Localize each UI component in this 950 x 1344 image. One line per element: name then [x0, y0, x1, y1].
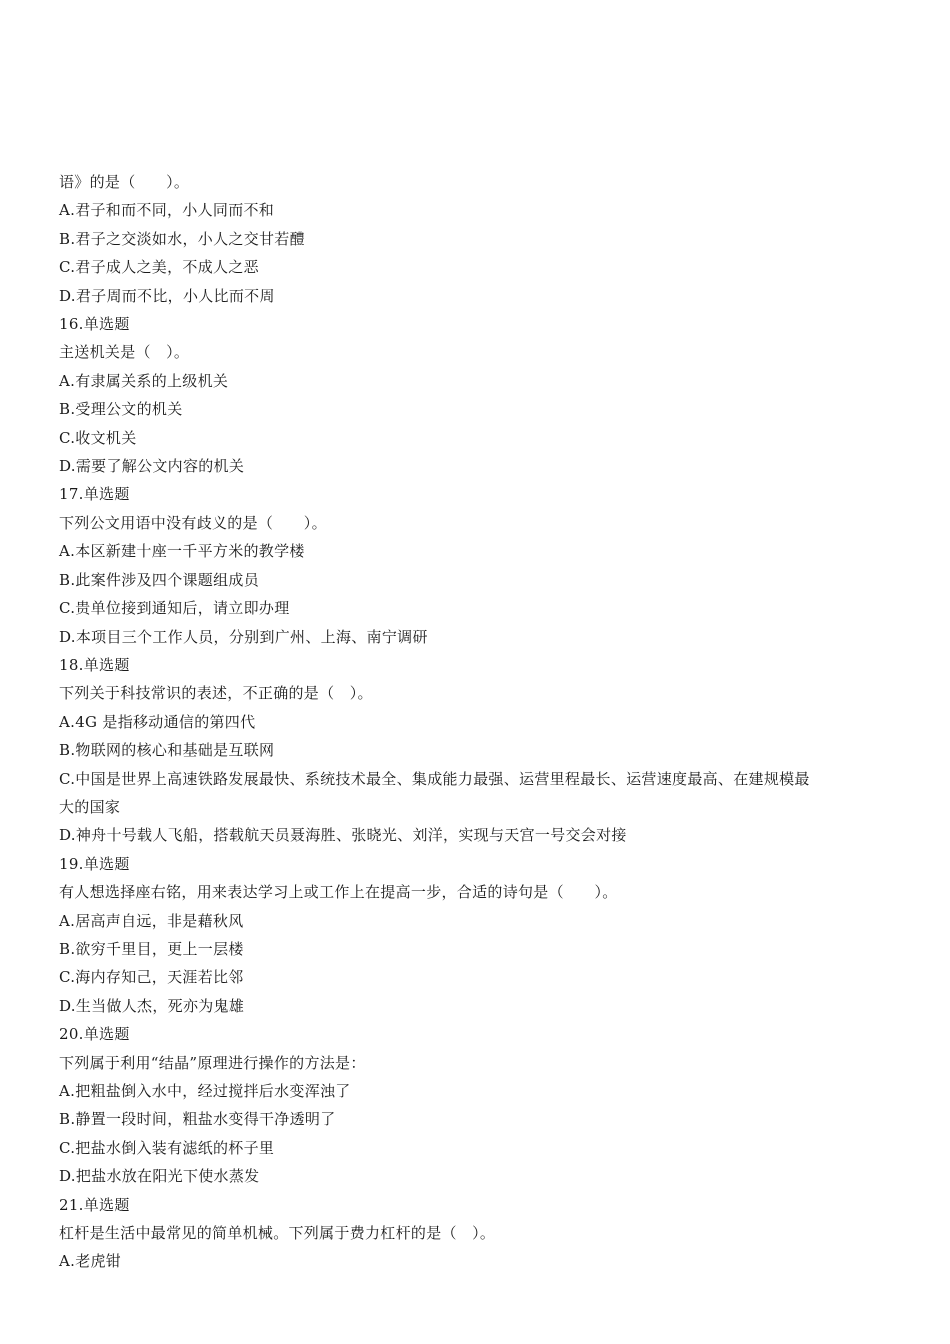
- option-d: D.神舟十号载人飞船，搭载航天员聂海胜、张晓光、刘洋，实现与天宫一号交会对接: [59, 826, 627, 845]
- question-header-18: 18.单选题: [59, 655, 130, 674]
- question-stem-17: 下列公文用语中没有歧义的是（ ）。: [59, 513, 327, 532]
- document-page: [59, 168, 899, 1276]
- option-a: A.君子和而不同，小人同而不和: [59, 201, 275, 220]
- question-stem-18: 下列关于科技常识的表述，不正确的是（ ）。: [59, 684, 373, 703]
- option-a: A.有隶属关系的上级机关: [59, 371, 229, 390]
- option-c: C.君子成人之美，不成人之恶: [59, 258, 259, 277]
- option-a: A.老虎钳: [59, 1252, 122, 1271]
- question-header-21: 21.单选题: [59, 1195, 130, 1214]
- option-b: B.受理公文的机关: [59, 400, 183, 419]
- question-stem-19: 有人想选择座右铭，用来表达学习上或工作上在提高一步，合适的诗句是（ ）。: [59, 883, 618, 902]
- option-d: D.君子周而不比，小人比而不周: [59, 286, 275, 305]
- option-c: C.海内存知己，天涯若比邻: [59, 968, 244, 987]
- option-c: C.中国是世界上高速铁路发展最快、系统技术最全、集成能力最强、运营里程最长、运营速度最高、在建规模最: [59, 769, 810, 788]
- question-stem-16: 主送机关是（ ）。: [59, 343, 190, 362]
- option-a: A.本区新建十座一千平方米的教学楼: [59, 542, 305, 561]
- option-d: D.把盐水放在阳光下使水蒸发: [59, 1167, 260, 1186]
- question-header-19: 19.单选题: [59, 854, 130, 873]
- option-b: B.君子之交淡如水，小人之交甘若醴: [59, 229, 305, 248]
- option-c: C.贵单位接到通知后，请立即办理: [59, 599, 290, 618]
- option-d: D.生当做人杰，死亦为鬼雄: [59, 996, 245, 1015]
- option-a: A.4G 是指移动通信的第四代: [59, 712, 256, 731]
- question-header-17: 17.单选题: [59, 485, 130, 504]
- option-c: C.把盐水倒入装有滤纸的杯子里: [59, 1138, 275, 1157]
- option-b: B.欲穷千里目，更上一层楼: [59, 939, 244, 958]
- question-stem-continuation: 语》的是（ ）。: [59, 173, 190, 191]
- option-d: D.需要了解公文内容的机关: [59, 457, 245, 476]
- option-b: B.物联网的核心和基础是互联网: [59, 741, 275, 760]
- option-a: A.把粗盐倒入水中，经过搅拌后水变浑浊了: [59, 1082, 351, 1100]
- option-d: D.本项目三个工作人员，分别到广州、上海、南宁调研: [59, 627, 428, 646]
- option-c-continuation: 大的国家: [59, 797, 121, 816]
- question-header-16: 16.单选题: [59, 315, 130, 334]
- option-b: B.静置一段时间，粗盐水变得干净透明了: [59, 1110, 336, 1129]
- option-a: A.居高声自远，非是藉秋风: [59, 911, 244, 930]
- question-stem-20: 下列属于利用“结晶”原理进行操作的方法是：: [59, 1053, 366, 1072]
- question-stem-21: 杠杆是生活中最常见的简单机械。下列属于费力杠杆的是（ ）。: [59, 1224, 496, 1243]
- option-b: B.此案件涉及四个课题组成员: [59, 570, 259, 589]
- question-header-20: 20.单选题: [59, 1025, 130, 1044]
- option-c: C.收文机关: [59, 428, 137, 447]
